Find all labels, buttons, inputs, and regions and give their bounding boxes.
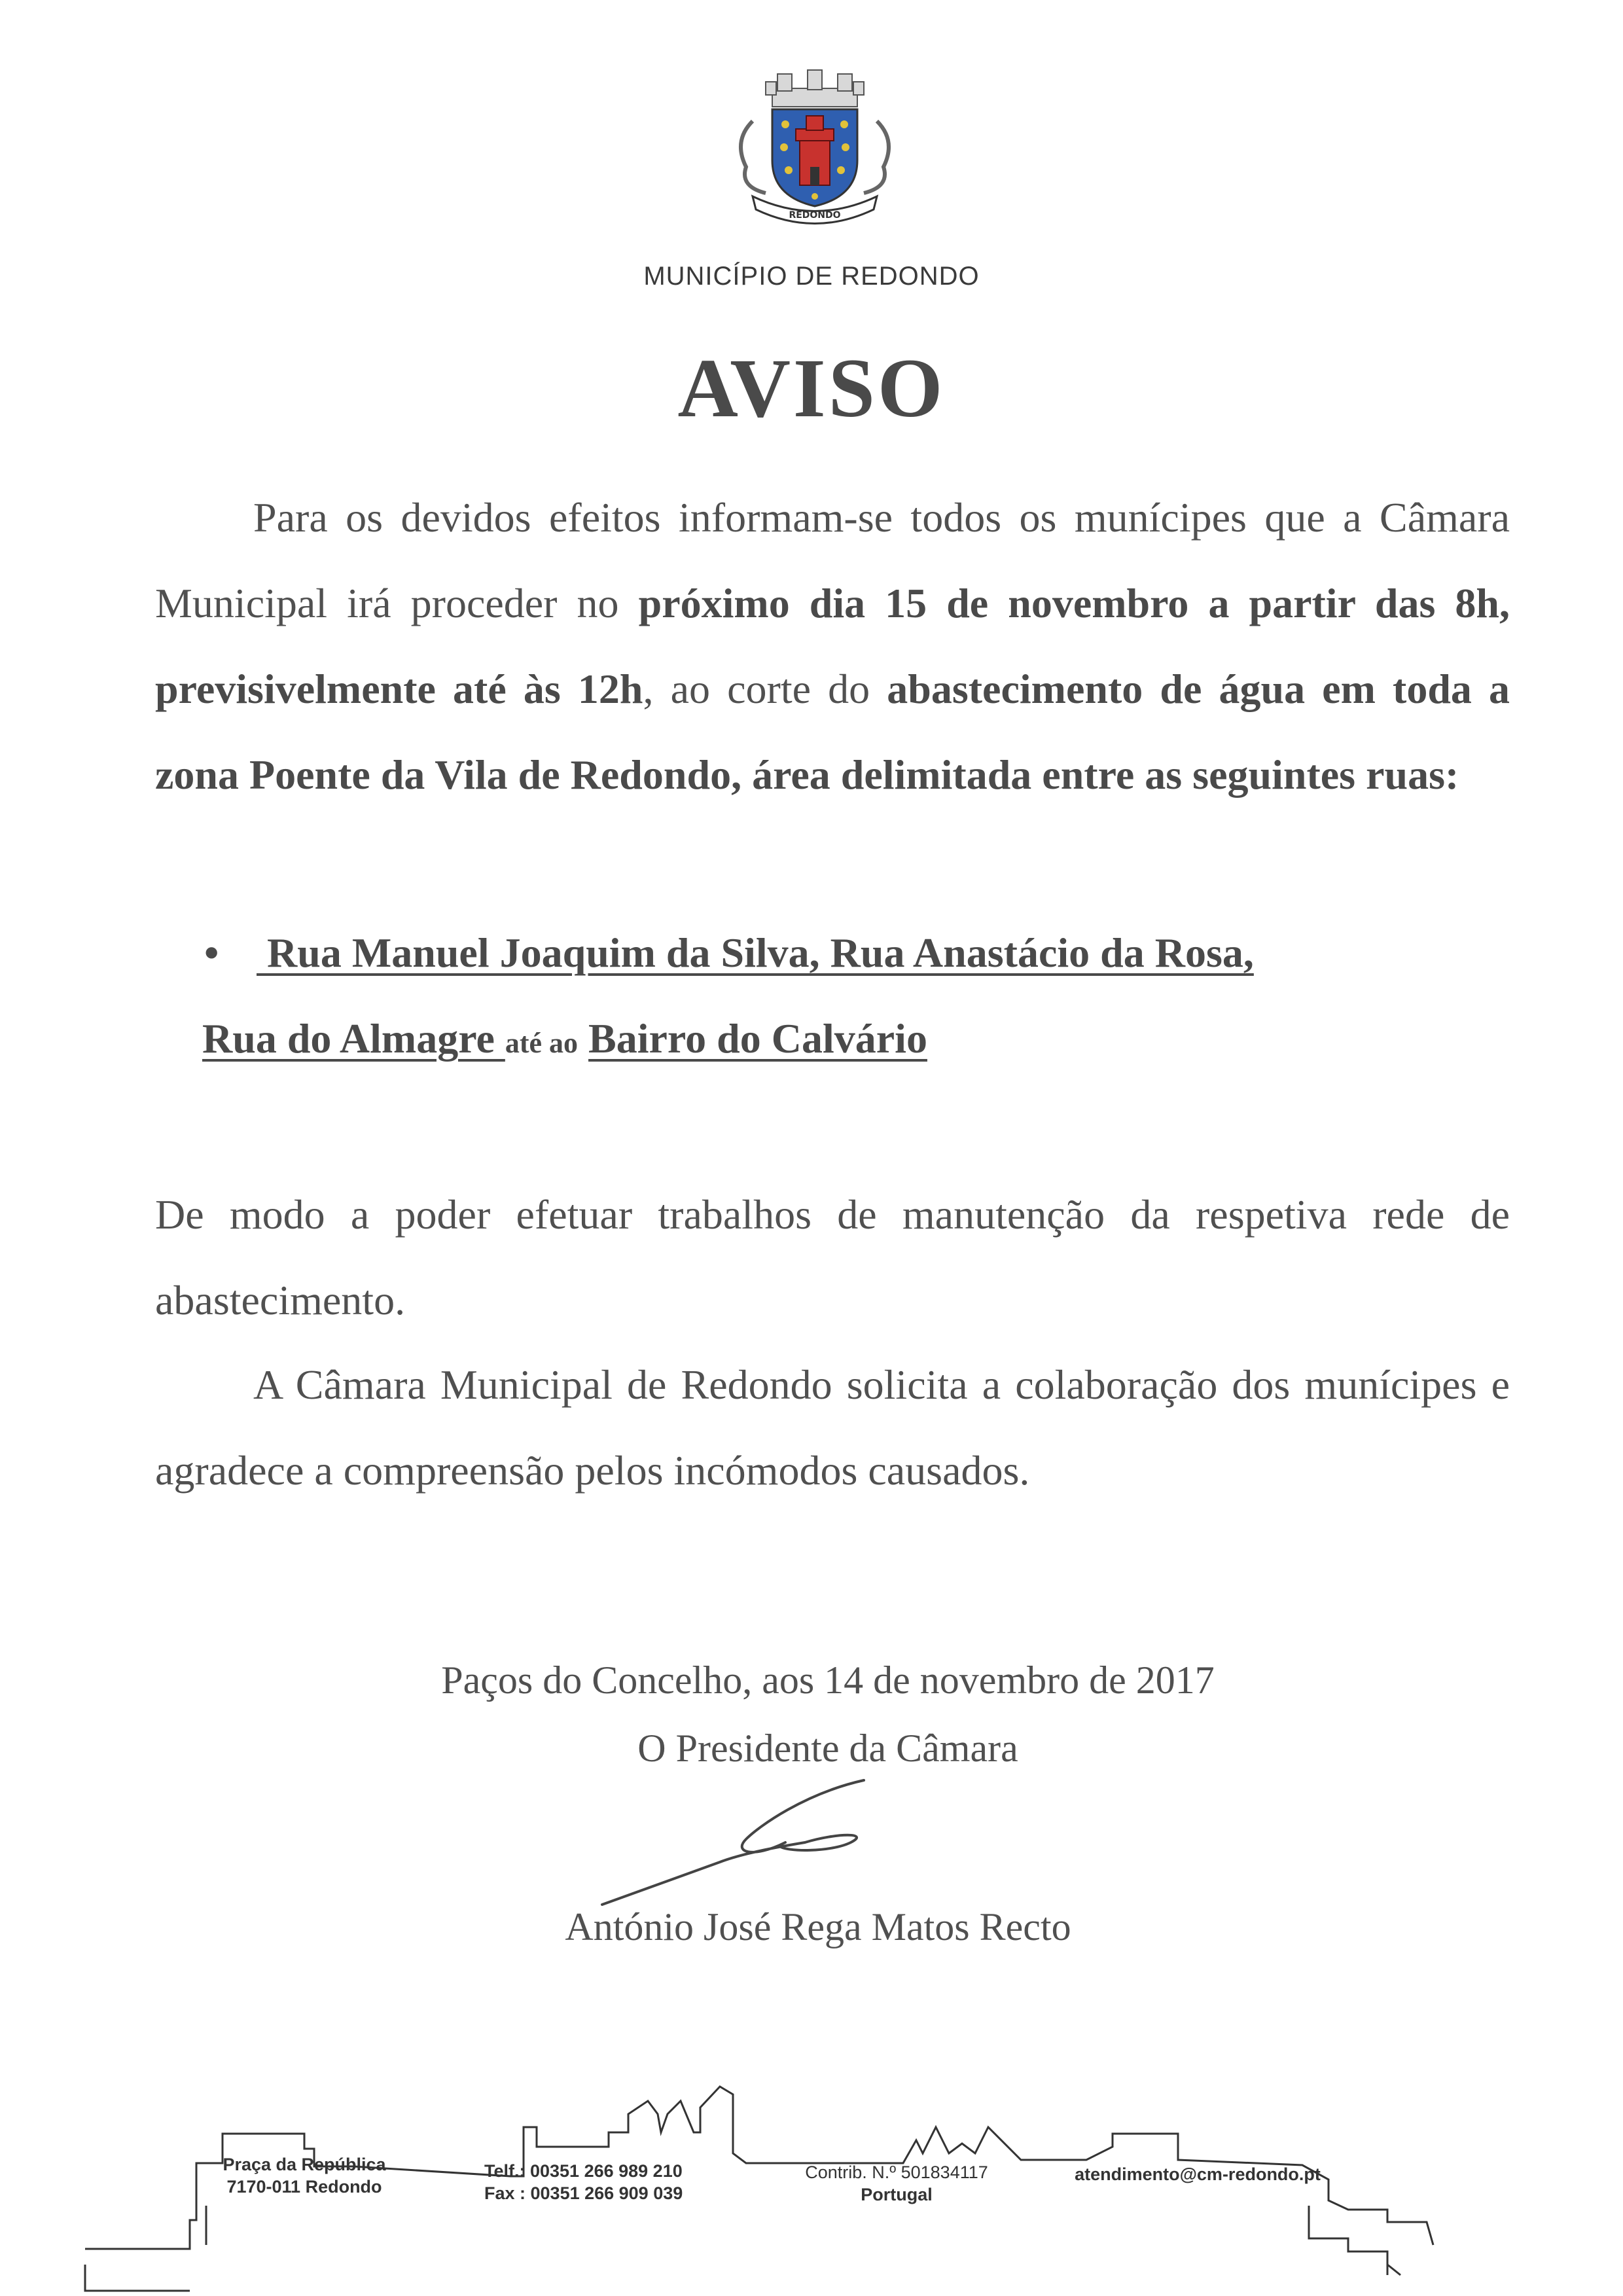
signature xyxy=(589,1754,955,1924)
paragraph-1-area: abastecimento de água em toda a zona Poente da Vila de Redondo, área delimitada entre as seguintes ruas: xyxy=(155,666,1510,798)
street-list-line-2 xyxy=(155,996,1510,1086)
paragraph-1-text-b: , ao corte do xyxy=(643,666,887,712)
footer-address-line-2: 7170-011 Redondo xyxy=(226,2177,382,2197)
footer-address xyxy=(216,2153,393,2198)
municipal-crest xyxy=(726,62,903,232)
street-names-1: Rua Manuel Joaquim da Silva, Rua Anastácio da Rosa, xyxy=(257,929,1254,976)
street-name-calvario: Bairro do Calvário xyxy=(588,1015,927,1062)
street-list-line-1 xyxy=(155,910,1510,996)
street-connector: até ao xyxy=(505,1027,579,1059)
crest-label: REDONDO xyxy=(789,210,841,221)
footer-fax: Fax : 00351 266 909 039 xyxy=(484,2183,683,2203)
notice-paragraph-1 xyxy=(155,475,1510,817)
footer-address-line-1: Praça da República xyxy=(223,2155,386,2174)
footer-country: Portugal xyxy=(861,2185,933,2204)
signer-role: O Presidente da Câmara xyxy=(637,1727,1018,1770)
street-list xyxy=(155,910,1510,1086)
street-name-almagre: Rua do Almagre xyxy=(202,1015,505,1062)
paragraph-1-date-time: próximo dia 15 de novembro a partir das 8h, previsivelmente até às 12h xyxy=(155,580,1510,712)
place-date: Paços do Concelho, aos 14 de novembro de 2017 xyxy=(441,1659,1215,1702)
footer-email: atendimento@cm-redondo.pt xyxy=(1075,2164,1321,2184)
footer-tax-id: Contrib. N.º 501834117 xyxy=(805,2162,988,2182)
notice-title: AVISO xyxy=(677,342,946,435)
paragraph-1-text-a: Para os devidos efeitos informam-se todos os munícipes que a Câmara Municipal irá proceder no xyxy=(155,494,1510,626)
footer-tax xyxy=(785,2161,1008,2206)
footer-phones xyxy=(484,2160,720,2204)
municipality-name: MUNICÍPIO DE REDONDO xyxy=(643,262,980,291)
signer-name: António José Rega Matos Recto xyxy=(565,1905,1071,1948)
notice-paragraph-3: A Câmara Municipal de Redondo solicita a colaboração dos munícipes e agradece a compreensão pelos incómodos causados. xyxy=(155,1361,1510,1494)
notice-paragraph-2: De modo a poder efetuar trabalhos de manutenção da respetiva rede de abastecimento. xyxy=(155,1191,1510,1323)
footer-phone: Telf.: 00351 266 989 210 xyxy=(484,2161,683,2181)
bullet-icon: • xyxy=(204,929,219,976)
